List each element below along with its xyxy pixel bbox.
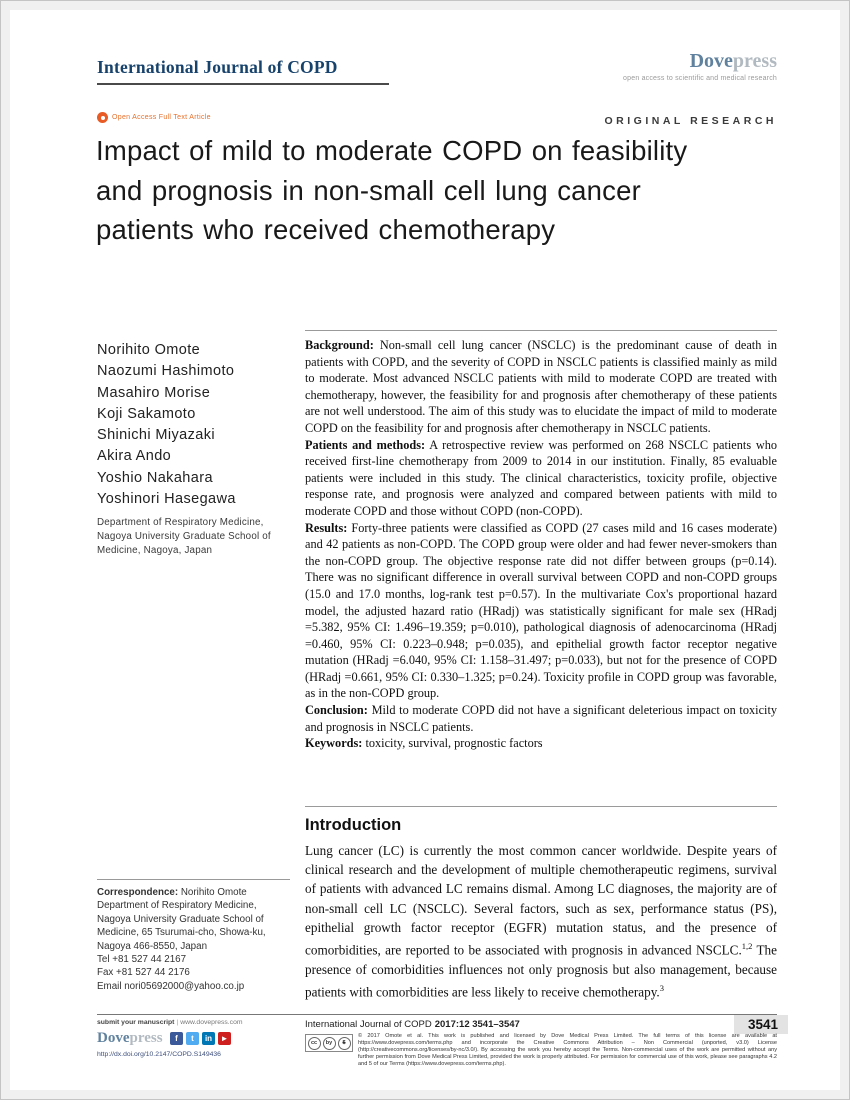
footer-publisher-logo bbox=[97, 1029, 163, 1047]
citation-detail: 2017:12 3541–3547 bbox=[434, 1019, 520, 1030]
abstract-keywords bbox=[305, 735, 777, 752]
journal-citation bbox=[305, 1019, 520, 1030]
open-access-row bbox=[97, 112, 211, 123]
correspondence-line: Medicine, 65 Tsurumai-cho, Showa-ku, bbox=[97, 927, 266, 939]
author-name: Yoshinori Hasegawa bbox=[97, 491, 236, 508]
abstract-results bbox=[305, 520, 777, 703]
open-access-label[interactable]: Open Access Full Text Article bbox=[112, 114, 211, 121]
article-title bbox=[96, 131, 766, 250]
social-icons bbox=[170, 1032, 231, 1045]
submit-divider: | bbox=[176, 1019, 179, 1026]
abstract-background-label: Background: bbox=[305, 338, 374, 352]
correspondence-label: Correspondence: bbox=[97, 887, 179, 898]
abstract-methods-label: Patients and methods: bbox=[305, 437, 426, 452]
author-name: Naozumi Hashimoto bbox=[97, 363, 235, 380]
cc-license-badge bbox=[305, 1034, 353, 1052]
publisher-dove-text: Dove bbox=[689, 50, 733, 72]
submit-manuscript-line bbox=[97, 1019, 243, 1026]
correspondence-line: Nagoya University Graduate School of bbox=[97, 913, 264, 925]
author-list bbox=[97, 340, 236, 510]
footer-rule bbox=[97, 1014, 777, 1015]
intro-text-2: The presence of comorbidities influences not only prognosis but also management, because patients with comorbidities are less likely to receive chemotherapy. bbox=[305, 942, 777, 1000]
publisher-tagline: open access to scientific and medical research bbox=[623, 75, 777, 82]
abstract-background bbox=[305, 337, 777, 437]
intro-ref-2: 3 bbox=[659, 982, 664, 993]
license-fine-print: © 2017 Omote et al. This work is published and licensed by Dove Medical Press Limited. The full terms of this license are available at https://www.dovepress.com/terms.php and incorporate the Creative Commons Attribution – Non Commercial (unported, v3.0) License (http://creativecommons.org/licenses/by-nc/3.0/). By accessing the work you hereby accept the Terms. Non-commercial uses of the work are permitted without any further permission from Dove Medical Press Limited, provided the work is properly attributed. For permission for commercial use of this work, please see paragraphs 4.2 and 5 of our Terms (https://www.dovepress.com/terms.php). bbox=[358, 1033, 777, 1067]
correspondence-name-line bbox=[97, 886, 302, 899]
correspondence-phone: Tel +81 527 44 2167 bbox=[97, 954, 187, 966]
author-affiliation: Department of Respiratory Medicine, Nagoya University Graduate School of Medicine, Nagoya, Japan bbox=[97, 517, 271, 556]
correspondence-rule bbox=[97, 879, 290, 880]
introduction-heading: Introduction bbox=[305, 816, 402, 834]
abstract-conclusion bbox=[305, 702, 777, 735]
correspondence-line: Nagoya 466-8550, Japan bbox=[97, 940, 208, 952]
submit-label: submit your manuscript bbox=[97, 1019, 175, 1026]
abstract bbox=[305, 337, 777, 752]
twitter-icon[interactable]: t bbox=[186, 1032, 199, 1045]
abstract-results-text: Forty-three patients were classified as COPD (27 cases mild and 16 cases moderate) and 42 patients as non-COPD. The COPD group were older and had fewer never-smokers than the non-COPD group. The objective response rate did not differ between groups (p=0.14). There was no significant difference in overall survival between COPD and non-COPD groups (15.0 and 17.0 months, log-rank test p=0.57). In the multivariate Cox's proportional hazard model, the adjusted hazard ratio (HRadj) was statistically significant for male sex (HRadj =5.382, 95% CI: 1.496–19.359; p=0.010), pathological diagnosis of adenocarcinoma (HRadj =0.460, 95% CI: 0.223–0.948; p=0.035), and epithelial growth factor receptor negative mutation (HRadj =6.040, 95% CI: 1.158–31.497; p=0.033), but not for the presence of COPD (HRadj =0.661, 95% CI: 0.330–1.325; p=0.24). Toxicity profile in COPD group was favorable, as in the non-COPD group. bbox=[305, 520, 777, 701]
title-line-1: Impact of mild to moderate COPD on feasibility bbox=[96, 135, 688, 166]
author-name: Norihito Omote bbox=[97, 342, 201, 358]
footer-press-text: press bbox=[129, 1030, 163, 1046]
abstract-background-text: Non-small cell lung cancer (NSCLC) is the predominant cause of death in patients with COPD, and the severity of COPD in NSCLC patients is classified mainly as mild to moderate. Most advanced NSCLC patients with mild to moderate COPD are treated with chemotherapy, however, the feasibility for and prognosis after chemotherapy of these patients are not well understood. The aim of this study was to elucidate the impact of mild to moderate COPD on the feasibility for and prognosis after chemotherapy in NSCLC patients. bbox=[305, 338, 777, 435]
correspondence-name: Norihito Omote bbox=[180, 887, 247, 898]
correspondence-block bbox=[97, 886, 302, 993]
page-number: 3541 bbox=[734, 1015, 788, 1034]
abstract-results-label: Results: bbox=[305, 520, 348, 535]
intro-ref-1: 1,2 bbox=[741, 941, 753, 952]
abstract-conclusion-text: Mild to moderate COPD did not have a significant deleterious impact on toxicity and prognosis in NSCLC patients. bbox=[305, 703, 778, 734]
youtube-icon[interactable]: ► bbox=[218, 1032, 231, 1045]
author-name: Shinichi Miyazaki bbox=[97, 427, 216, 444]
abstract-keywords-label: Keywords: bbox=[305, 736, 363, 751]
title-line-2: and prognosis in non-small cell lung cancer bbox=[96, 174, 641, 206]
open-access-icon bbox=[97, 112, 108, 123]
cc-nc-icon: $ bbox=[338, 1037, 351, 1050]
author-name: Koji Sakamoto bbox=[97, 405, 196, 422]
author-name: Akira Ando bbox=[97, 448, 172, 465]
cc-icon: cc bbox=[308, 1037, 321, 1050]
author-name: Masahiro Morise bbox=[97, 384, 211, 401]
doi-link[interactable]: http://dx.doi.org/10.2147/COPD.S149436 bbox=[97, 1051, 221, 1058]
abstract-conclusion-label: Conclusion: bbox=[305, 703, 368, 718]
title-line-3: patients who received chemotherapy bbox=[96, 214, 556, 245]
dovepress-url[interactable]: www.dovepress.com bbox=[180, 1019, 243, 1026]
facebook-icon[interactable]: f bbox=[170, 1032, 183, 1045]
publisher-press-text: press bbox=[732, 50, 777, 72]
keywords-bottom-rule bbox=[305, 806, 777, 807]
article-type-label: ORIGINAL RESEARCH bbox=[604, 115, 777, 127]
introduction-paragraph bbox=[305, 841, 777, 1001]
header-divider bbox=[97, 83, 389, 85]
author-name: Yoshio Nakahara bbox=[97, 469, 213, 486]
abstract-methods-text: A retrospective review was performed on 268 NSCLC patients who received first-line chemotherapy from 2009 to 2014 in our institution. Finally, 85 evaluable patients were included in this study. The clinical characteristics, toxicity profile, objective response rate, and prognosis were analyzed and compared between patients with mild to moderate COPD and those without COPD (non-COPD). bbox=[305, 437, 777, 518]
correspondence-email[interactable]: Email nori05692000@yahoo.co.jp bbox=[97, 980, 245, 992]
journal-name: International Journal of COPD bbox=[97, 57, 338, 77]
abstract-methods bbox=[305, 437, 777, 520]
abstract-top-rule bbox=[305, 330, 777, 331]
footer-dove-text: Dove bbox=[97, 1030, 130, 1046]
linkedin-icon[interactable]: in bbox=[202, 1032, 215, 1045]
abstract-keywords-text: toxicity, survival, prognostic factors bbox=[365, 736, 543, 751]
correspondence-fax: Fax +81 527 44 2176 bbox=[97, 967, 190, 979]
intro-text-1: Lung cancer (LC) is currently the most common cancer worldwide. Despite years of clinical research and the development of multiple chemotherapeutic regimens, survival of patients with advanced LC remains dismal. Among LC diagnoses, the majority are of non-small cell LC (NSCLC). Several factors, such as sex, performance status (PS), epithelial growth factor receptor (EGFR) mutation status, and the presence of comorbidities, are reported to be associated with prognosis in advanced NSCLC. bbox=[305, 843, 777, 958]
publisher-logo bbox=[623, 50, 777, 82]
citation-journal: International Journal of COPD bbox=[305, 1019, 432, 1030]
correspondence-line: Department of Respiratory Medicine, bbox=[97, 900, 257, 912]
cc-by-icon: by bbox=[323, 1037, 336, 1050]
